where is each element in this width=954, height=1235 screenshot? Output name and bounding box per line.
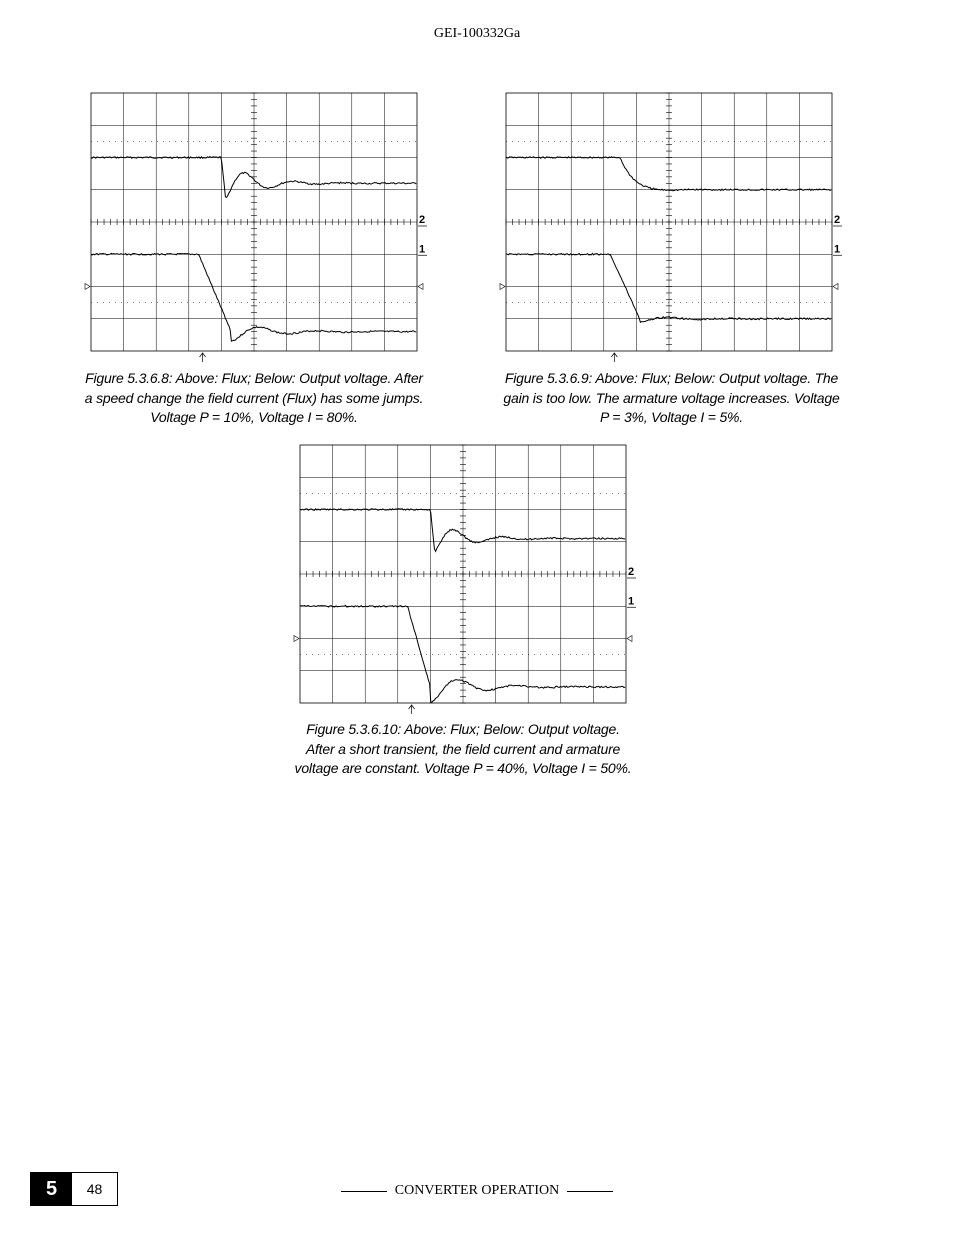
trigger-arrow (200, 353, 206, 362)
chapter-number: 5 (31, 1173, 72, 1205)
output-voltage-trace (506, 253, 831, 322)
channel-label-2: 2 (419, 214, 426, 226)
channel-label-1: 1 (419, 243, 426, 256)
channel-label-1: 1 (628, 595, 635, 608)
footer-rule-right (567, 1191, 613, 1192)
channel-label-1: 1 (834, 243, 841, 256)
section-title-text: CONVERTER OPERATION (394, 1183, 560, 1198)
left-level-marker (294, 636, 299, 642)
scope-screen (499, 90, 853, 362)
footer-rule-left (341, 1191, 387, 1192)
figure-caption-1: Figure 5.3.6.8: Above: Flux; Below: Output voltage. After a speed change the field current (Flux) has some jumps. Voltage P = 10%, Voltage I = 80%. (84, 370, 424, 425)
scope-screen (84, 90, 438, 362)
channel-label-2: 2 (834, 214, 841, 226)
oscilloscope-figure-3 (293, 442, 647, 714)
output-voltage-trace (91, 253, 416, 341)
output-voltage-trace (300, 605, 625, 702)
scope-grid (300, 445, 626, 703)
scope-grid (506, 93, 832, 351)
flux-trace (300, 509, 625, 552)
trigger-arrow (409, 705, 415, 714)
right-level-marker (833, 284, 838, 290)
figure-caption-2: Figure 5.3.6.9: Above: Flux; Below: Output voltage. The gain is too low. The armature voltage increases. Voltage P = 3%, Voltage I = 5%. (503, 370, 840, 425)
figure-caption-3: Figure 5.3.6.10: Above: Flux; Below: Output voltage. After a short transient, the field current and armature voltage are constant. Voltage P = 40%, Voltage I = 50%. (294, 721, 632, 776)
oscilloscope-figure-1 (84, 90, 438, 362)
channel-label-2: 2 (628, 566, 635, 578)
document-id: GEI-100332Ga (433, 26, 521, 41)
trigger-arrow (611, 353, 617, 362)
scope-screen (293, 442, 647, 714)
footer-section-title (0, 1183, 954, 1199)
flux-trace (506, 157, 831, 191)
right-level-marker (627, 636, 632, 642)
left-level-marker (85, 284, 90, 290)
oscilloscope-figure-2 (499, 90, 853, 362)
page-number: 48 (86, 1181, 103, 1197)
left-level-marker (500, 284, 505, 290)
scope-grid (91, 93, 417, 351)
right-level-marker (418, 284, 423, 290)
